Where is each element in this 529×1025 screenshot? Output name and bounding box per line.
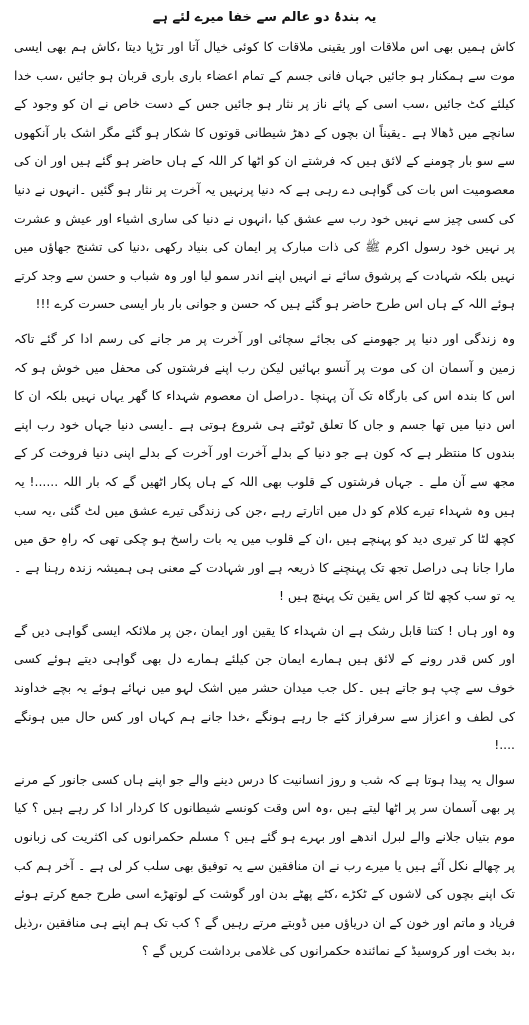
article-title: یہ بندۂ دو عالم سے خفا میرے لئے ہے [152, 10, 377, 25]
paragraph-4: سوال یہ پیدا ہوتا ہے کہ شب و روز انسانیت کا درس دینے والے جو اپنے ہاں کسی جانور کے مرنے پر بھی آسمان سر پر اٹھا لیتے ہیں ،وہ اس وقت کونسے شیطانوں کا کردار ادا کر رہے ہیں ؟ کیا موم بتیاں جلانے والے لبرل اندھے اور بہرے ہو گئے ہیں ؟ مسلم حکمرانوں کی اکثریت کی زبانوں پر چھالے نکل آئے ہیں یا میرے رب نے ان منافقین سے یہ توفیق بھی سلب کر لی ہے ۔ آخر ہم کب تک اپنے بچوں کی لاشوں کے ٹکڑے ،کٹے پھٹے بدن اور گوشت کے لوتھڑے اسی طرح جمع کرتے ہوئے فریاد و ماتم اور خون کے ان دریاؤں میں ڈوبتے مرتے رہیں گے ؟ کب تک ہم اپنے ہی منافقین ،رذیل ،بد بخت اور کروسیڈ کے نمائندہ حکمرانوں کی غلامی برداشت کریں گے ؟ [14, 771, 515, 959]
paragraph-3: وہ اور ہاں ! کتنا قابل رشک ہے ان شہداء کا یقین اور ایمان ،جن پر ملائکہ ایسی گواہی دیں گے اور کس قدر رونے کے لائق ہیں ہمارے ایمان جن کیلئے ہمارے دل بھی گواہی دیتے ہوئے کسی خوف سے چپ ہو جاتے ہیں ۔کل جب میدان حشر میں اشک لہو میں نہائے ہوئے یہ بچے خداوند کی لطف و اعزاز سے سرفراز کئے جا رہے ہونگے ،خدا جانے ہم کہاں اور کس حال میں ہونگے ....! [14, 622, 515, 753]
paragraph-1: کاش ہمیں بھی اس ملاقات اور یقینی ملاقات کا کوئی خیال آتا اور تڑپا دیتا ،کاش ہم بھی ایسی موت سے ہمکنار ہو جائیں جہاں فانی جسم کے تمام اعضاء باری باری قربان ہو جائیں ،سب خدا کیلئے کٹ جائیں ،سب اسی کے پائے ناز پر نثار ہو جائیں جس کے دست خاص نے ان کو وجود کے سانچے میں ڈھالا ہے ۔یقیناً ان بچوں کے دھڑ شیطانی قوتوں کا شکار ہو گئے مگر اشک بار آنکھوں سے سو بار چومنے کے لائق ہیں کہ فرشتے ان کو اٹھا کر اللہ کے ہاں حاضر ہو گئے ہیں اور ان کی معصومیت اس بات کی گواہی دے رہی ہے کہ دنیا پرنہیں یہ آخرت پر نثار ہو گئیں ۔انہوں نے دنیا کی کسی چیز سے نہیں خود رب سے عشق کیا ،انہوں نے دنیا کی ساری اشیاء اور عیش و عشرت پر نہیں خود رسول اکرم ﷺ کی ذات مبارک پر ایمان کی بنیاد رکھی ،دنیا کی تشنج جھاؤں میں نہیں بلکہ شہادت کے پرشوق سائے نے انہیں اپنے اندر سمو لیا اور وہ شباب و حسن سے وجد کرتے ہوئے اللہ کے ہاں اس طرح حاضر ہو گئے ہیں کہ حسن و جوانی بار بار ایسی حسرت کرے !!! [14, 39, 515, 312]
paragraph-2: وہ زندگی اور دنیا پر جھومنے کی بجائے سچائی اور آخرت پر مر جانے کی رسم ادا کر گئے تاکہ زمین و آسمان ان کی موت پر آنسو بہائیں لیکن رب اپنے فرشتوں کی محفل میں خوش ہو کہ اس کا بندہ اس کی بارگاہ تک آن پہنچا ۔دراصل ان معصوم شہداء کا گھر یہاں نہیں بلکہ ان کا اس دنیا میں تھا جسم و جاں کا تعلق ٹوٹتے ہی شروع ہوتی ہے ۔ایسی دنیا جہاں خود رب اپنے بندوں کا منتظر ہے کہ کون ہے جو دنیا کے بدلے آخرت اور آخرت کے بدلے اپنی دنیا فروخت کر کے مجھ سے آن ملے ۔ جہاں فرشتوں کے قلوب بھی اللہ کے ہاں پکار اٹھیں گے کہ بار اللہ ......! یہ ہیں وہ شہداء تیرے کلام کو دل میں اتارتے رہے ،جن کی زندگی تیرے عشق میں لٹ گئی ،یہ سب کچھ لٹا کر تیری دید کو پہنچے ہیں ،ان کے قلوب میں یہ بات راسخ ہو چکی تھی کہ راہِ حق میں مارا جانا ہی دراصل تجھ تک پہنچنے کا ذریعہ ہے اور شہادت کے معنی ہی ہمیشہ زندہ رہنا ہے ۔ یہ تو سب کچھ لٹا کر اس یقین تک پہنچ ہیں ! [14, 330, 515, 604]
